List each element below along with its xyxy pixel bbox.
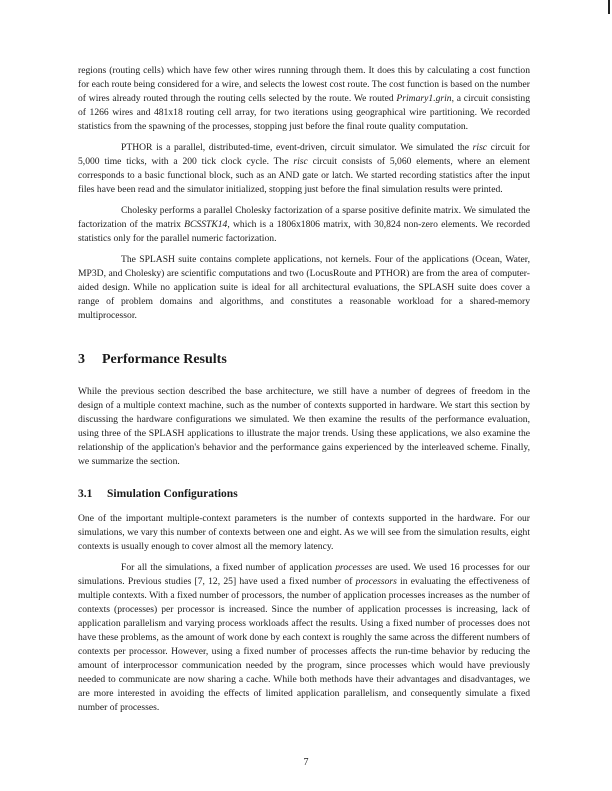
section-title: Performance Results <box>102 352 227 367</box>
text-run: , which is a 1806x1806 matrix, with 30,824 non-zero elements. We recorded statistics only for the parallel numeric factorization. <box>78 219 531 244</box>
subsection-number: 3.1 <box>78 488 93 500</box>
text-run: in evaluating the effectiveness of multiple contexts. With a fixed number of processors, the number of application processes increases as the number of contexts (processes) per processor is increased. Since the number of application processes is increasing, lack of application parallelism and varying process workloads affect the results. Using a fixed number of processes does not have these problems, as the amount of work done by each context is roughly the same across the different numbers of contexts per processor. However, using a fixed number of processes affects the run-time behavior by reducing the amount of interprocessor communication needed by the program, since processes which would have previously needed to communicate are now sharing a cache. While both methods have their advantages and disadvantages, we are more interested in avoiding the effects of limited application parallelism, and consequently simulate a fixed number of processes. <box>78 576 530 713</box>
intro-paragraphs <box>78 64 530 323</box>
text-run: Cholesky performs a parallel Cholesky factorization of a sparse positive definite matrix. We simulated the factorization of the matrix <box>78 205 530 230</box>
text-run: circuit for 5,000 time ticks, with a 200 tick clock cycle. The <box>78 142 530 167</box>
paragraph <box>78 512 530 554</box>
text-run: are used. We used 16 processes for our simulations. Previous studies [7, 12, 25] have used a fixed number of <box>78 562 530 587</box>
paragraph <box>78 253 530 323</box>
text-run: PTHOR is a parallel, distributed-time, event-driven, circuit simulator. We simulated the <box>121 142 473 153</box>
section-intro-paragraph: While the previous section described the base architecture, we still have a number of degrees of freedom in the design of a multiple context machine, such as the number of contexts supported in hardware. We start this section by discussing the hardware configurations we simulated. We then examine the results of the performance evaluation, using three of the SPLASH applications to illustrate the major trends. Using these applications, we also examine the relationship of the application's behavior and the performance gains experienced by the interleaved scheme. Finally, we summarize the section. <box>78 386 530 467</box>
subsection-paragraphs <box>78 512 530 715</box>
paragraph <box>78 204 530 246</box>
text-run: , a circuit consisting of 1266 wires and 481x18 routing cell array, for two iterations using geographical wire partitioning. We recorded statistics from the spawning of the processes, stopping just before the final route quality computation. <box>78 93 530 132</box>
italic-term: Primary1.grin <box>396 93 452 104</box>
text-run: regions (routing cells) which have few other wires running through them. It does this by calculating a cost function for each route being considered for a wire, and selects the lowest cost route. The cost function is based on the number of wires already routed through the routing cells selected by the route. We routed <box>78 65 530 104</box>
paragraph <box>78 561 530 715</box>
subsection-heading <box>78 486 530 502</box>
italic-term: BCSSTK14 <box>184 219 228 230</box>
paragraph <box>78 141 530 197</box>
italic-term: processors <box>355 576 397 587</box>
page-edge-mark <box>608 0 610 14</box>
subsection-title: Simulation Configurations <box>107 488 238 500</box>
text-run: The SPLASH suite contains complete applications, not kernels. Four of the applications (Ocean, Water, MP3D, and Cholesky) are scientific computations and two (LocusRoute and PTHOR) are from the area of computer-aided design. While no application suite is ideal for all architectural evaluations, the SPLASH suite does cover a range of problem domains and algorithms, and constitutes a reasonable workload for a shared-memory multiprocessor. <box>78 254 530 321</box>
italic-term: risc <box>472 142 488 153</box>
paragraph <box>78 64 530 134</box>
section-heading <box>78 351 530 369</box>
italic-term: processes <box>335 562 373 573</box>
text-run: circuit consists of 5,060 elements, where an element corresponds to a basic functional block, such as an AND gate or latch. We started recording statistics after the input files have been read and the simulator initialized, stopping just before the final simulation results were printed. <box>78 156 530 195</box>
document-body <box>78 64 530 715</box>
text-run: For all the simulations, a fixed number of application <box>121 562 336 573</box>
text-run: One of the important multiple-context parameters is the number of contexts supported in the hardware. For our simulations, we vary this number of contexts between one and eight. As we will see from the simulation results, eight contexts is usually enough to cover almost all the memory latency. <box>78 513 530 552</box>
section-number: 3 <box>78 352 85 367</box>
page-number: 7 <box>303 757 309 768</box>
italic-term: risc <box>293 156 308 167</box>
